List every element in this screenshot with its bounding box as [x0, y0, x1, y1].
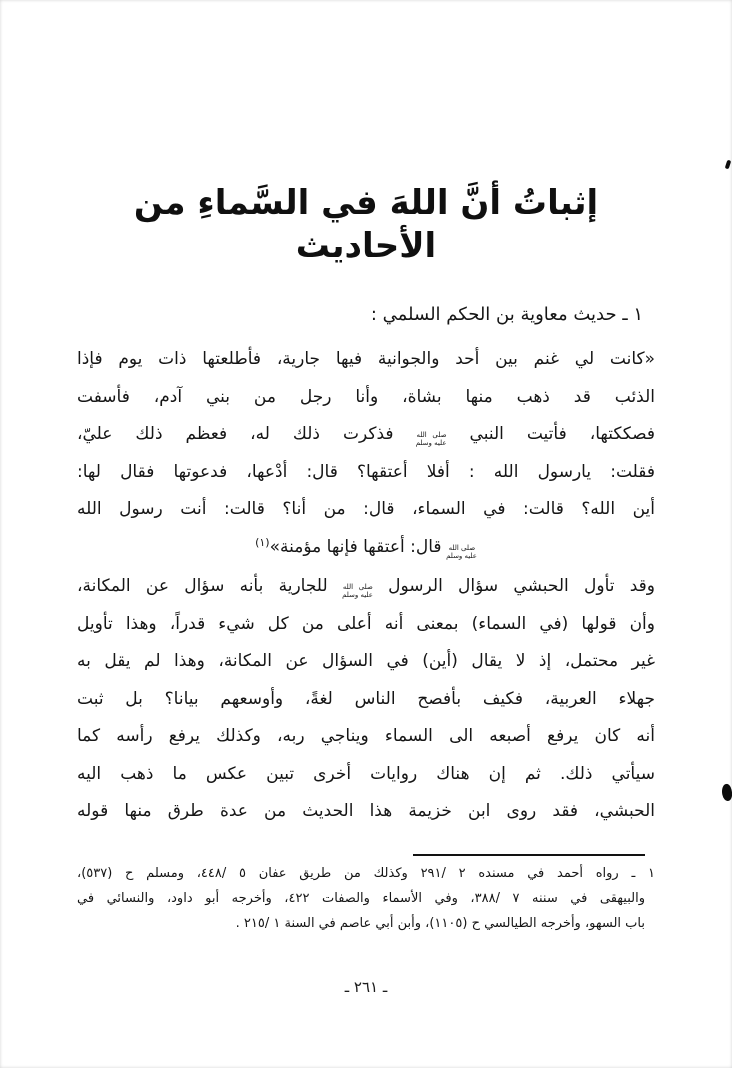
footnotes-block — [77, 861, 655, 936]
footnote-line: ١ ـ رواه أحمد في مسنده ٢ /٢٩١ وكذلك من طريق عفان ٥ /٤٤٨، ومسلم ح (٥٣٧)، — [77, 866, 655, 881]
text-block — [77, 0, 655, 1068]
pbuh-symbol: صلى الله عليه وسلم — [342, 583, 373, 599]
paragraph-line: جهلاء العربية، فكيف بأفصح الناس لغةً، وأوسعهم بيانا؟ بل ثبت — [77, 688, 655, 709]
footnote-line: باب السهو، وأخرجه الطيالسي ح (١١٠٥)، وأبن أبي عاصم في السنة ١ /٢١٥ . — [235, 916, 645, 931]
paragraph-line: الذئب قد ذهب منها بشاة، وأنا رجل من بني آدم، فأسفت — [77, 386, 655, 407]
paragraph-line: أين الله؟ قالت: في السماء، قال: من أنا؟ قالت: أنت رسول الله — [77, 499, 655, 519]
hadith-heading: ١ ـ حديث معاوية بن الحكم السلمي : — [370, 304, 643, 325]
hadith-quote-paragraph — [77, 341, 655, 566]
paragraph-line: غير محتمل، إذ لا يقال (أين) في السؤال عن المكانة، وهذا لم يقل به — [77, 651, 655, 671]
paragraph-line: أنه كان يرفع أصبعه الى السماء ويناجي ربه، وكذلك يرفع رأسه كما — [77, 726, 655, 746]
ink-speck — [725, 160, 732, 170]
pbuh-symbol: صلى الله عليه وسلم — [446, 543, 477, 560]
calligraphic-title: إثباتُ أنَّ اللهَ في السَّماءِ من الأحاديث — [133, 183, 599, 266]
paragraph-line: وأن قولها (في السماء) بمعنى أنه أعلى من كل شيء قدراً، وهذا تأويل — [77, 613, 655, 634]
paragraph-line: فقلت: يارسول الله : أفلا أعتقها؟ قال: أدْعها، فدعوتها فقال لها: — [77, 461, 655, 482]
ink-speck — [720, 783, 732, 802]
paragraph-line: الحبشي، فقد روى ابن خزيمة هذا الحديث من عدة طرق منها قوله — [77, 801, 655, 821]
paragraph-line: صلى الله عليه وسلم قال: أعتقها فإنها مؤمنة»$^{(١)}$ — [255, 535, 477, 560]
paragraph-line: فصككتها، فأتيت النبي صلى الله عليه وسلم فذكرت ذلك له، فعظم ذلك عليّ، — [77, 424, 655, 447]
paragraph-line: وقد تأول الحبشي سؤال الرسول صلى الله عليه وسلم للجارية بأنه سؤال عن المكانة، — [77, 576, 655, 599]
footnote-line: والبيهقى في سننه ٧ /٣٨٨، وفي الأسماء والصفات ٤٢٢، وأخرجه أبو داود، والنسائي في — [77, 891, 645, 906]
footnote-divider — [413, 854, 645, 856]
footnote-ref: (١) — [255, 535, 270, 549]
commentary-paragraph — [77, 568, 655, 831]
pbuh-symbol: صلى الله عليه وسلم — [415, 431, 447, 447]
page-number: ـ ٢٦١ ـ — [344, 978, 388, 996]
paragraph-line: «كانت لي غنم بين أحد والجوانية فيها جارية، فأطلعتها ذات يوم فإذا — [77, 349, 655, 369]
paragraph-line: سيأتي ذلك. ثم إن هناك روايات أخرى تبين عكس ما ذهب اليه — [77, 763, 655, 784]
